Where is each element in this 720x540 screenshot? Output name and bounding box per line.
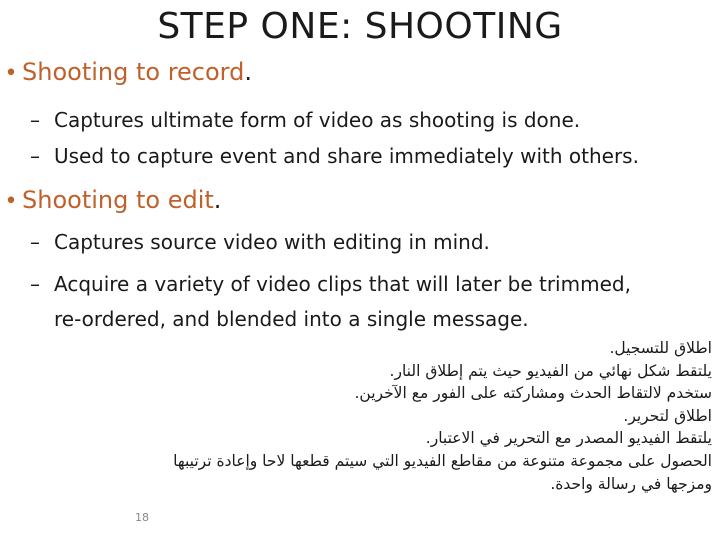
arabic-line: اطلاق للتسجيل. xyxy=(609,339,712,357)
bullet-shooting-to-edit xyxy=(0,186,221,214)
sub-text: re-ordered, and blended into a single message. xyxy=(54,307,529,331)
bullet-text: Shooting to record xyxy=(22,58,245,86)
bullet-period: . xyxy=(213,186,222,214)
sub-dash: – xyxy=(30,272,40,296)
sub-bullet-continuation xyxy=(54,307,529,331)
sub-text: Captures source video with editing in mind. xyxy=(54,230,490,254)
sub-bullet xyxy=(30,108,580,132)
sub-bullet xyxy=(30,144,639,168)
arabic-line: يلتقط الفيديو المصدر مع التحرير في الاعتبار. xyxy=(425,429,712,448)
bullet-marker: • xyxy=(4,189,18,214)
arabic-line: ومزجها في رسالة واحدة. xyxy=(550,474,712,493)
bullet-marker: • xyxy=(4,61,18,86)
sub-text: Used to capture event and share immediately with others. xyxy=(54,144,639,168)
bullet-text: Shooting to edit xyxy=(22,186,214,214)
sub-text: Acquire a variety of video clips that will later be trimmed, xyxy=(54,272,631,296)
bullet-period: . xyxy=(244,58,252,86)
arabic-line: ستخدم لالتقاط الحدث ومشاركته على الفور مع الآخرين. xyxy=(354,384,712,403)
arabic-line: يلتقط شكل نهائي من الفيديو حيث يتم إطلاق النار. xyxy=(389,361,712,380)
sub-text: Captures ultimate form of video as shooting is done. xyxy=(54,108,581,132)
slide-number: 18 xyxy=(135,511,149,524)
arabic-line: اطلاق لتحرير. xyxy=(623,406,712,425)
slide-title: STEP ONE: SHOOTING xyxy=(157,6,563,47)
arabic-line: الحصول على مجموعة متنوعة من مقاطع الفيديو التي سيتم قطعها لاحا وإعادة ترتيبها xyxy=(173,451,712,470)
sub-bullet xyxy=(30,272,631,296)
bullet-shooting-to-record xyxy=(0,58,252,86)
sub-dash: – xyxy=(30,108,40,132)
sub-dash: – xyxy=(30,230,40,254)
sub-bullet xyxy=(30,230,490,254)
sub-dash: – xyxy=(30,144,40,168)
arabic-translation xyxy=(32,337,712,495)
